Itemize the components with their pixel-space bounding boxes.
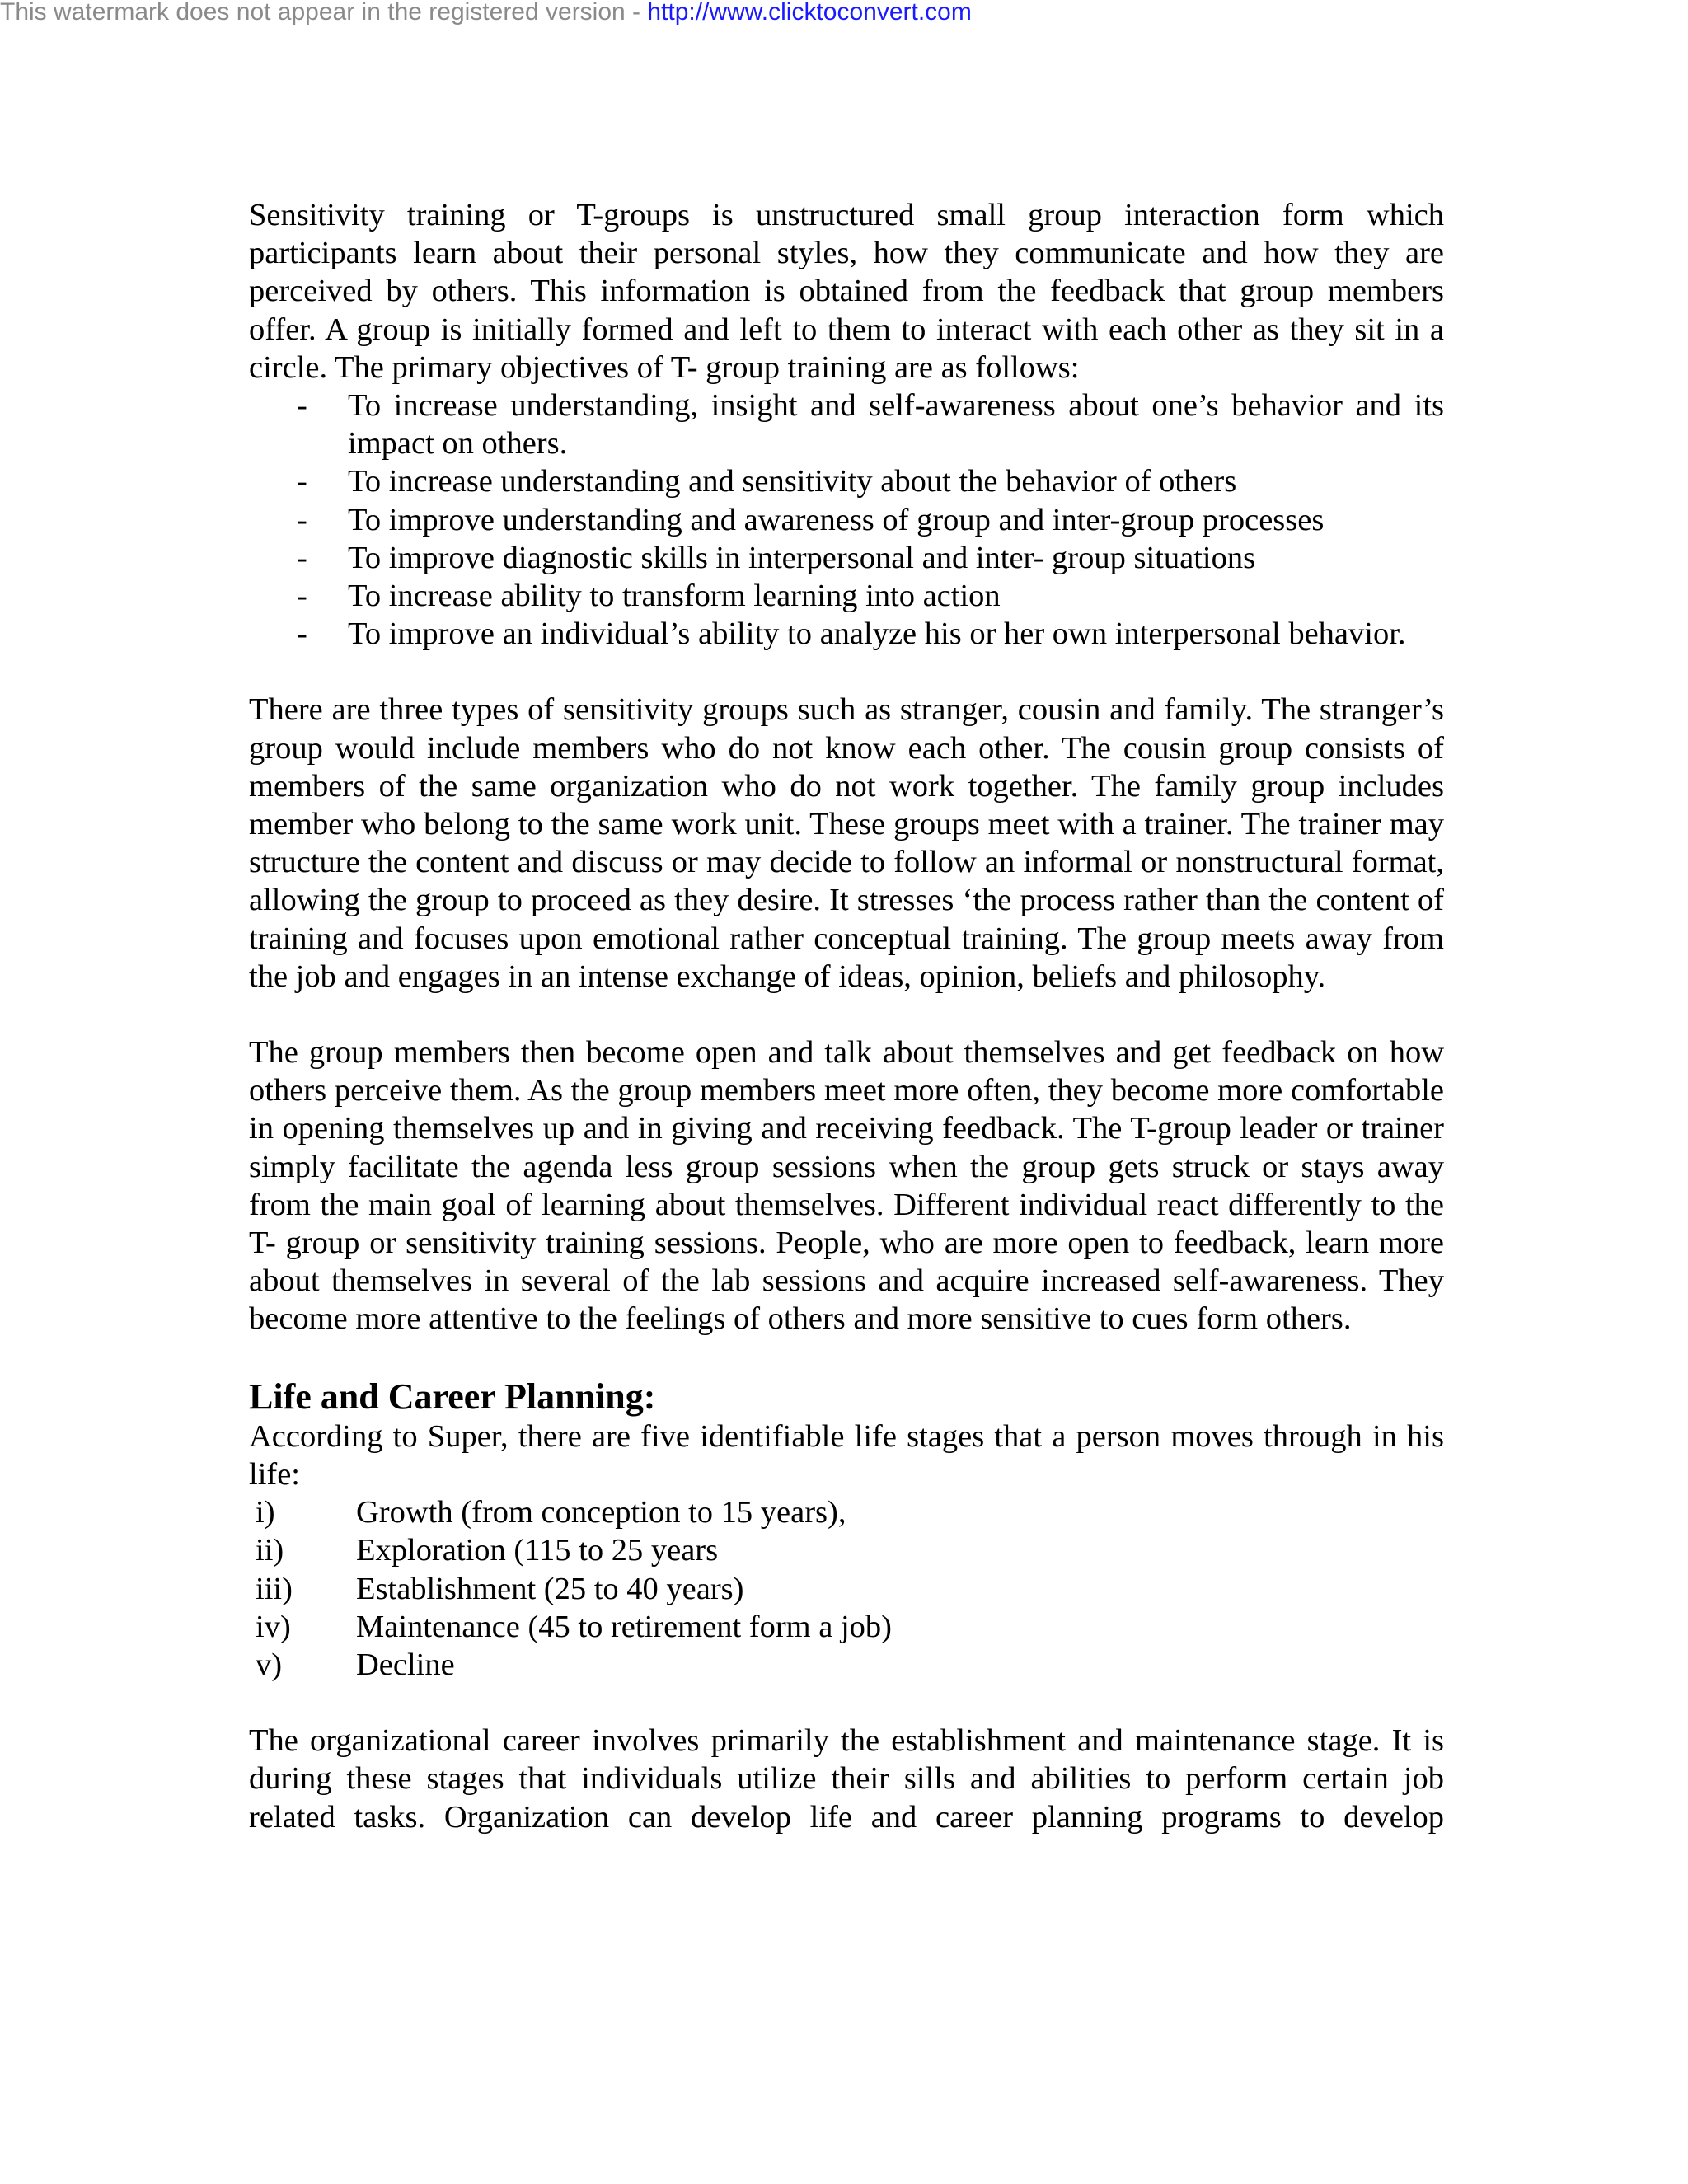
roman-marker: i) [256, 1495, 275, 1530]
roman-marker: v) [256, 1647, 283, 1682]
career-paragraph: The organizational career involves primarily the establishment and maintenance stage. It is during these stages that individuals utilize their sills and abilities to perform certain job related tasks. Organization can develop life and career planning programs to develop [249, 1723, 1444, 1835]
list-item [249, 577, 1444, 615]
paragraph-gap [249, 653, 1444, 691]
list-item-text: To improve diagnostic skills in interpersonal and inter- group situations [348, 540, 1256, 575]
list-item [249, 501, 1444, 539]
list-item [249, 539, 1444, 577]
feedback-paragraph: The group members then become open and talk about themselves and get feedback on how others perceive them. As the group members meet more often, they become more comfortable in opening themselves up and in giving and receiving feedback. The T-group leader or trainer simply facilitate the agenda less group sessions when the group gets struck or stays away from the main goal of learning about themselves. Different individual react differently to the T- group or sensitivity training sessions. People, who are more open to feedback, learn more about themselves in several of the lab sessions and acquire increased self-awareness. They become more attentive to the feelings of others and more sensitive to cues form others. [249, 1035, 1444, 1337]
list-item-text: Maintenance (45 to retirement form a job) [356, 1609, 892, 1644]
list-item-text: To increase understanding, insight and self-awareness about one’s behavior and its impact on others. [348, 388, 1444, 462]
list-item [249, 1531, 1444, 1569]
intro-paragraph: Sensitivity training or T-groups is unstructured small group interaction form which participants learn about their personal styles, how they communicate and how they are perceived by others. This information is obtained from the feedback that group members offer. A group is initially formed and left to them to interact with each other as they sit in a circle. The primary objectives of T- group training are as follows: [249, 198, 1444, 385]
life-stages-list [249, 1493, 1444, 1684]
watermark-link[interactable]: http://www.clicktoconvert.com [647, 0, 972, 26]
paragraph-gap [249, 996, 1444, 1033]
dash-marker: - [297, 464, 307, 499]
watermark [0, 0, 972, 25]
list-item [249, 1608, 1444, 1646]
dash-marker: - [297, 579, 307, 614]
list-item-text: Establishment (25 to 40 years) [356, 1571, 744, 1606]
list-item-text: To increase understanding and sensitivity about the behavior of others [348, 464, 1237, 499]
list-item [249, 387, 1444, 462]
paragraph-gap [249, 1684, 1444, 1722]
list-item-text: To increase ability to transform learning into action [348, 579, 1001, 614]
list-item [249, 462, 1444, 500]
list-item [249, 615, 1444, 653]
super-intro-paragraph: According to Super, there are five identifiable life stages that a person moves through in his life: [249, 1418, 1444, 1492]
roman-marker: iii) [256, 1571, 293, 1606]
list-item-text: To improve an individual’s ability to analyze his or her own interpersonal behavior. [348, 616, 1406, 652]
page-content [249, 196, 1444, 1836]
list-item [249, 1493, 1444, 1531]
list-item-text: Exploration (115 to 25 years [356, 1533, 719, 1568]
roman-marker: iv) [256, 1609, 291, 1644]
section-heading: Life and Career Planning: [249, 1376, 656, 1417]
list-item [249, 1646, 1444, 1684]
dash-marker: - [297, 616, 307, 652]
groups-paragraph: There are three types of sensitivity groups such as stranger, cousin and family. The stranger’s group would include members who do not know each other. The cousin group consists of members of the same organization who do not work together. The family group includes member who belong to the same work unit. These groups meet with a trainer. The trainer may structure the content and discuss or may decide to follow an informal or nonstructural format, allowing the group to proceed as they desire. It stresses ‘the process rather than the content of training and focuses upon emotional rather conceptual training. The group meets away from the job and engages in an intense exchange of ideas, opinion, beliefs and philosophy. [249, 692, 1444, 994]
list-item [249, 1570, 1444, 1608]
list-item-text: Growth (from conception to 15 years), [356, 1495, 846, 1530]
paragraph-gap [249, 1338, 1444, 1368]
list-item-text: Decline [356, 1647, 455, 1682]
list-item-text: To improve understanding and awareness of group and inter-group processes [348, 502, 1325, 537]
dash-marker: - [297, 502, 307, 537]
dash-marker: - [297, 388, 307, 424]
roman-marker: ii) [256, 1533, 284, 1568]
objectives-list [249, 387, 1444, 653]
watermark-text: This watermark does not appear in the registered version - [0, 0, 648, 26]
dash-marker: - [297, 540, 307, 575]
